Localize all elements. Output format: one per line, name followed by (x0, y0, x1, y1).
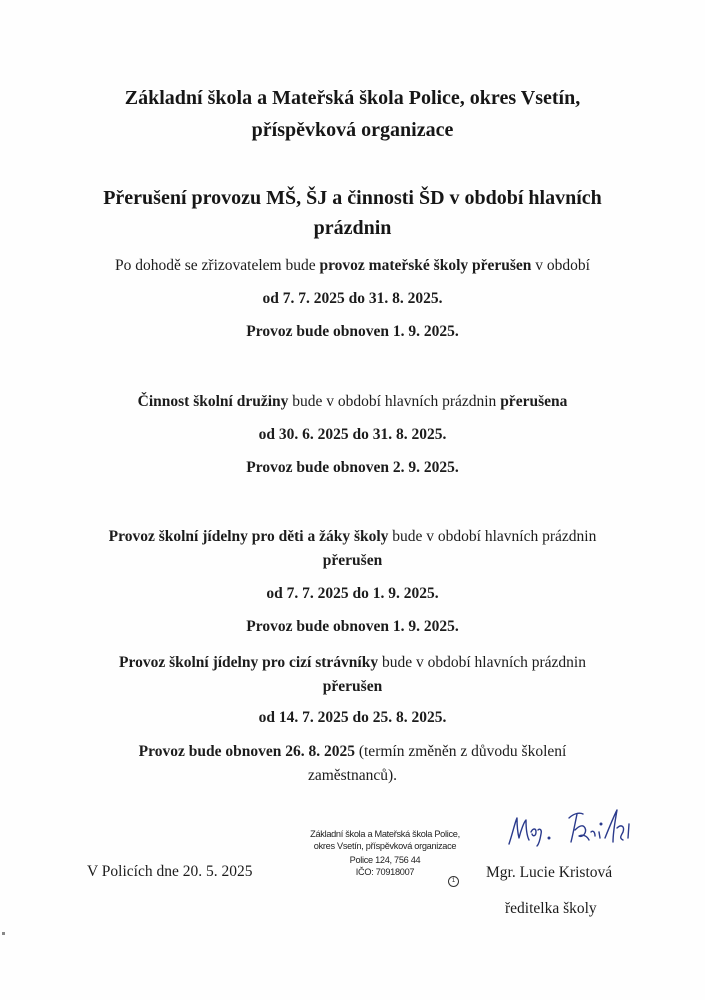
scan-speck (2, 932, 5, 935)
canteen-external-resume (0, 740, 705, 788)
intro-text: v období (531, 257, 590, 274)
stamp-line4: IČO: 70918007 (355, 867, 415, 877)
intro-text: Po dohodě se zřizovatelem bude (115, 257, 320, 274)
signer-name: Mgr. Lucie Kristová (486, 864, 613, 881)
canteen-external-period: od 14. 7. 2025 do 25. 8. 2025. (258, 709, 447, 726)
intro-text: bude v období hlavních prázdnin (288, 393, 501, 410)
notice-heading-line2: prázdnin (313, 217, 392, 239)
resume-bold: Provoz bude obnoven 26. 8. 2025 (138, 743, 355, 760)
place-and-date: V Policích dne 20. 5. 2025 (87, 863, 253, 880)
resume-note-line2: zaměstnanců). (307, 767, 398, 784)
intro-bold: přerušena (500, 393, 568, 410)
canteen-external-intro (0, 651, 705, 699)
resume-note: (termín změněn z důvodu školení (354, 743, 567, 760)
school-stamp (300, 828, 470, 884)
after-school-club-resume: Provoz bude obnoven 2. 9. 2025. (246, 459, 459, 476)
kindergarten-intro (0, 254, 705, 278)
signature-icon (505, 808, 665, 850)
intro-text: bude v období hlavních prázdnin (388, 528, 597, 545)
school-name-header (0, 84, 705, 144)
school-name-line2: příspěvková organizace (251, 119, 454, 141)
kindergarten-period: od 7. 7. 2025 do 31. 8. 2025. (262, 290, 443, 307)
intro-bold: provoz mateřské školy přerušen (319, 257, 532, 274)
canteen-pupils-resume: Provoz bude obnoven 1. 9. 2025. (246, 618, 459, 635)
notice-heading-line1: Přerušení provozu MŠ, ŠJ a činnosti ŠD v období hlavních (103, 187, 602, 209)
after-school-club-intro (0, 390, 705, 414)
canteen-pupils-intro (0, 525, 705, 573)
intro-bold: Provoz školní jídelny pro děti a žáky školy (108, 528, 389, 545)
intro-bold: Činnost školní družiny (137, 393, 289, 410)
stamp-line2: okres Vsetín, příspěvková organizace (313, 841, 457, 851)
stamp-line1: Základní škola a Mateřská škola Police, (310, 829, 460, 839)
intro-bold: Provoz školní jídelny pro cizí strávníky (119, 654, 379, 671)
kindergarten-resume: Provoz bude obnoven 1. 9. 2025. (246, 323, 459, 340)
signer-role: ředitelka školy (505, 900, 597, 917)
after-school-club-period: od 30. 6. 2025 do 31. 8. 2025. (258, 426, 447, 443)
stamp-number-icon: 1 (448, 876, 459, 887)
intro-bold: přerušen (322, 552, 383, 569)
notice-heading (0, 183, 705, 243)
intro-bold: přerušen (322, 678, 383, 695)
intro-text: bude v období hlavních prázdnin (378, 654, 586, 671)
canteen-pupils-period: od 7. 7. 2025 do 1. 9. 2025. (266, 585, 439, 602)
stamp-line3: Police 124, 756 44 (349, 855, 421, 865)
school-name-line1: Základní škola a Mateřská škola Police, okres Vsetín, (124, 87, 581, 109)
